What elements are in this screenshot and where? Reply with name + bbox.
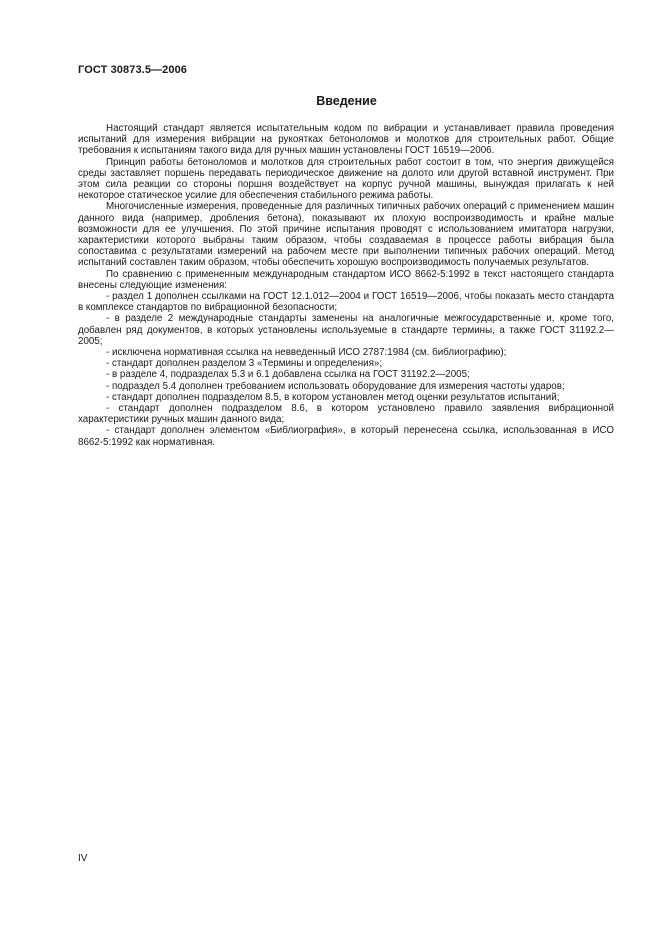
document-body bbox=[78, 123, 614, 448]
list-item: - в разделе 4, подразделах 5.3 и 6.1 добавлена ссылка на ГОСТ 31192.2—2005; bbox=[106, 369, 470, 381]
list-item: - стандарт дополнен подразделом 8.5, в котором установлен метод оценки результатов испытаний; bbox=[106, 391, 560, 403]
document-header: ГОСТ 30873.5—2006 bbox=[78, 64, 188, 76]
list-item: - стандарт дополнен элементом «Библиография», в который перенесена ссылка, использованная в ИСО 8662-5:1992 как нормативная. bbox=[78, 425, 614, 448]
list-item: - раздел 1 дополнен ссылками на ГОСТ 12.1.012—2004 и ГОСТ 16519—2006, чтобы показать место стандарта в комплексе стандартов по вибрационной безопасности; bbox=[78, 291, 614, 314]
paragraph: Принцип работы бетоноломов и молотков для строительных работ состоит в том, что энергия движущейся среды заставляет поршень передавать периодическое движение на долото или другой вставной инструмент. При этом сила реакции со стороны поршня воздействует на корпус ручной машины, вынуждая прилагать к ней некоторое статическое усилие для обеспечения стабильного режима работы. bbox=[78, 156, 614, 202]
paragraph: Настоящий стандарт является испытательным кодом по вибрации и устанавливает правила проведения испытаний для измерения вибрации на рукоятках бетоноломов и молотков для строительных работ. Общие требования к испытаниям такого вида для ручных машин установлены ГОСТ 16519—2006. bbox=[78, 123, 614, 157]
page-number: IV bbox=[78, 853, 88, 864]
paragraph: По сравнению с примененным международным стандартом ИСО 8662-5:1992 в текст настоящего стандарта внесены следующие изменения: bbox=[78, 268, 614, 291]
section-title: Введение bbox=[316, 94, 377, 108]
paragraph: Многочисленные измерения, проведенные для различных типичных рабочих операций с применением машин данного вида (например, дробления бетона), показывают их плохую воспроизводимость и крайне малые возможности для ее улучшения. По этой причине испытания проводят с использованием имитатора нагрузки, характеристики которого выбраны таким образом, чтобы создаваемая в процессе работы вибрация была сопоставима с результатами измерений на рабочем месте при выполнении типичных рабочих операций. Метод испытаний составлен таким образом, чтобы обеспечить хорошую воспроизводимость получаемых результатов. bbox=[78, 201, 614, 269]
list-item: - в разделе 2 международные стандарты заменены на аналогичные межгосударственные и, кроме того, добавлен ряд документов, в которых установлены используемые в стандарте термины, а также ГОСТ 31192.2—2005; bbox=[78, 313, 614, 347]
list-item: - исключена нормативная ссылка на невведенный ИСО 2787:1984 (см. библиографию); bbox=[106, 347, 507, 359]
list-item: - стандарт дополнен подразделом 8.6, в котором установлено правило заявления вибрационной характеристики ручных машин данного вида; bbox=[78, 403, 614, 426]
list-item: - стандарт дополнен разделом 3 «Термины и определения»; bbox=[106, 358, 383, 370]
list-item: - подраздел 5.4 дополнен требованием использовать оборудование для измерения частоты ударов; bbox=[106, 380, 565, 392]
